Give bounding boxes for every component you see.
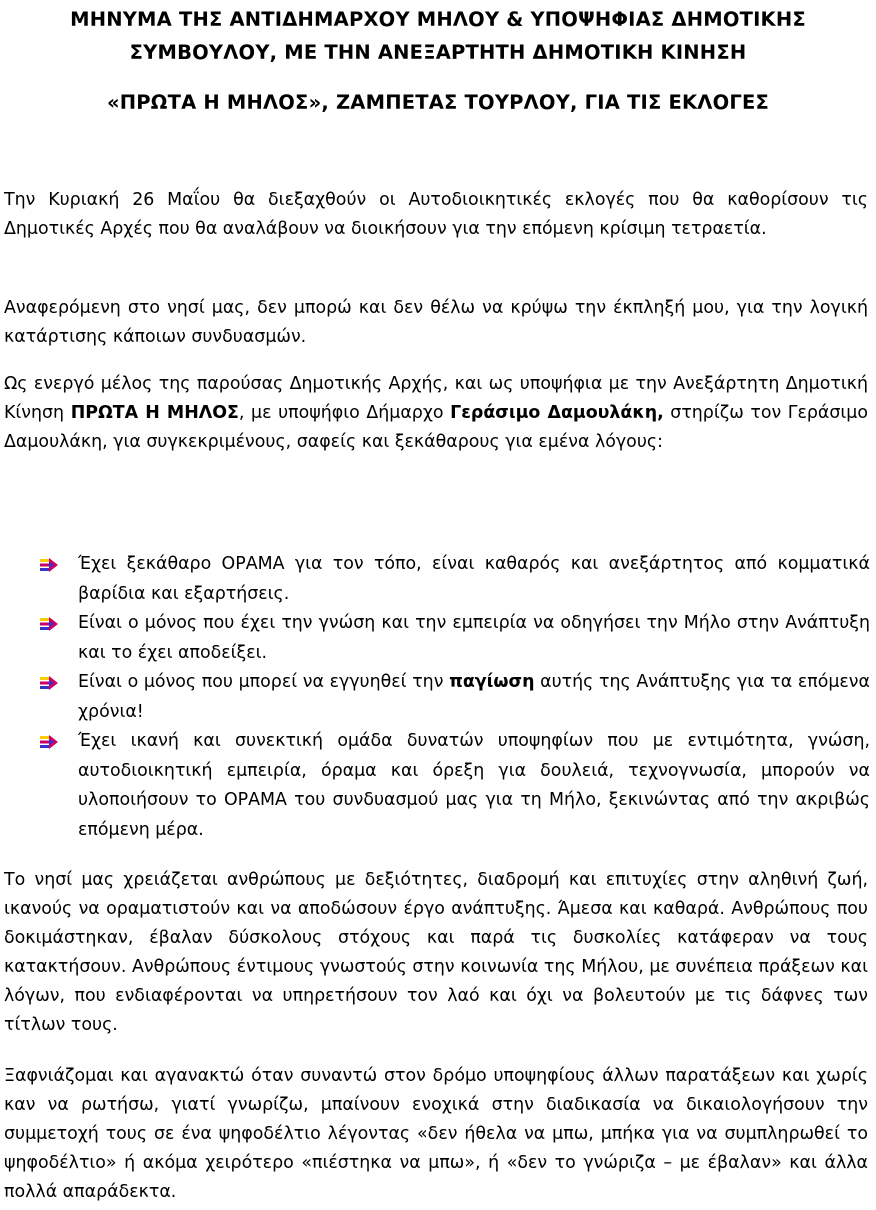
paragraph-1: Την Κυριακή 26 Μαΐου θα διεξαχθούν οι Αυτοδιοικητικές εκλογές που θα καθορίσουν τις Δημοτικές Αρχές που θα αναλάβουν να διοικήσουν για την επόμενη κρίσιμη τετραετία.: [4, 190, 868, 239]
arrow-bullet-icon: [40, 617, 58, 631]
paragraph-3-text-a: Ως ενεργό μέλος της παρούσας Δημοτικής Αρχής, και ως υποψήφια με την Ανεξάρτητη Δημοτική Κίνηση: [4, 374, 868, 423]
list-item-text-c: αυτής της Ανάπτυξης για τα επόμενα χρόνια!: [78, 672, 870, 722]
arrow-bullet-icon: [40, 558, 58, 572]
paragraph-3-text-d: στηρίζω τον Γεράσιμο Δαμουλάκη, για συγκεκριμένους, σαφείς και ξεκάθαρους για εμένα λόγους:: [4, 403, 868, 452]
reasons-list: [40, 550, 870, 845]
list-item-text: Έχει ικανή και συνεκτική ομάδα δυνατών υποψηφίων που με εντιμότητα, γνώση, αυτοδιοικητική εμπειρία, όραμα και όρεξη για δουλειά, τεχνογνωσία, μπορούν να υλοποιήσουν το ΟΡΑΜΑ του συνδυασμού μας για τη Μήλο, ξεκινώντας από την ακριβώς επόμενη μέρα.: [78, 731, 870, 840]
title-line-2: ΣΥΜΒΟΥΛΟΥ, ΜΕ ΤΗΝ ΑΝΕΞΑΡΤΗΤΗ ΔΗΜΟΤΙΚΗ ΚΙΝΗΣΗ: [129, 41, 747, 64]
list-item-text: Είναι ο μόνος που έχει την γνώση και την εμπειρία να οδηγήσει την Μήλο στην Ανάπτυξη και το έχει αποδείξει.: [78, 613, 870, 663]
title-line-3: «ΠΡΩΤΑ Η ΜΗΛΟΣ», ΖΑΜΠΕΤΑΣ ΤΟΥΡΛΟΥ, ΓΙΑ ΤΙΣ ΕΚΛΟΓΕΣ: [106, 91, 770, 114]
mayor-candidate-name: Γεράσιμο Δαμουλάκη,: [450, 403, 664, 423]
list-item: [40, 727, 870, 845]
arrow-bullet-icon: [40, 735, 58, 749]
paragraph-5: Ξαφνιάζομαι και αγανακτώ όταν συναντώ στον δρόμο υποψηφίους άλλων παρατάξεων και χωρίς καν να ρωτήσω, γιατί γνωρίζω, μπαίνουν ενοχικά στην διαδικασία να δικαιολογήσουν την συμμετοχή τους σε ένα ψηφοδέλτιο λέγοντας «δεν ήθελα να μπω, μπήκα για να συμπληρωθεί το ψηφοδέλτιο» ή ακόμα χειρότερο «πιέστηκα να μπω», ή «δεν το γνώριζα – με έβαλαν» και άλλα πολλά απαράδεκτα.: [4, 1066, 868, 1202]
paragraph-2: Αναφερόμενη στο νησί μας, δεν μπορώ και δεν θέλω να κρύψω την έκπληξή μου, για την λογική κατάρτισης κάποιων συνδυασμών.: [4, 298, 868, 347]
party-name: ΠΡΩΤΑ Η ΜΗΛΟΣ: [70, 403, 239, 423]
paragraph-3: [4, 370, 868, 457]
paragraph-4: Το νησί μας χρειάζεται ανθρώπους με δεξιότητες, διαδρομή και επιτυχίες στην αληθινή ζωή, ικανούς να οραματιστούν και να αποδώσουν έργο ανάπτυξης. Άμεσα και καθαρά. Ανθρώπους που δοκιμάστηκαν, έβαλαν δύσκολους στόχους και παρά τις δυσκολίες κατάφεραν να τους κατακτήσουν. Ανθρώπους έντιμους γνωστούς στην κοινωνία της Μήλου, με συνέπεια πράξεων και λόγων, που ενδιαφέρονται να υπηρετήσουν τον λαό και όχι να βολευτούν με τις δάφνες των τίτλων τους.: [4, 870, 868, 1035]
list-item: [40, 609, 870, 668]
list-item: [40, 668, 870, 727]
arrow-bullet-icon: [40, 676, 58, 690]
list-item-emphasis: παγίωση: [449, 672, 535, 692]
list-item: [40, 550, 870, 609]
title-line-1: ΜΗΝΥΜΑ ΤΗΣ ΑΝΤΙΔΗΜΑΡΧΟΥ ΜΗΛΟΥ & ΥΠΟΨΗΦΙΑΣ ΔΗΜΟΤΙΚΗΣ: [70, 8, 806, 31]
paragraph-3-text-c: , με υποψήφιο Δήμαρχο: [238, 403, 451, 423]
list-item-text: Έχει ξεκάθαρο ΟΡΑΜΑ για τον τόπο, είναι καθαρός και ανεξάρτητος από κομματικά βαρίδια και εξαρτήσεις.: [78, 554, 870, 604]
list-item-text-a: Είναι ο μόνος που μπορεί να εγγυηθεί την: [78, 672, 450, 692]
